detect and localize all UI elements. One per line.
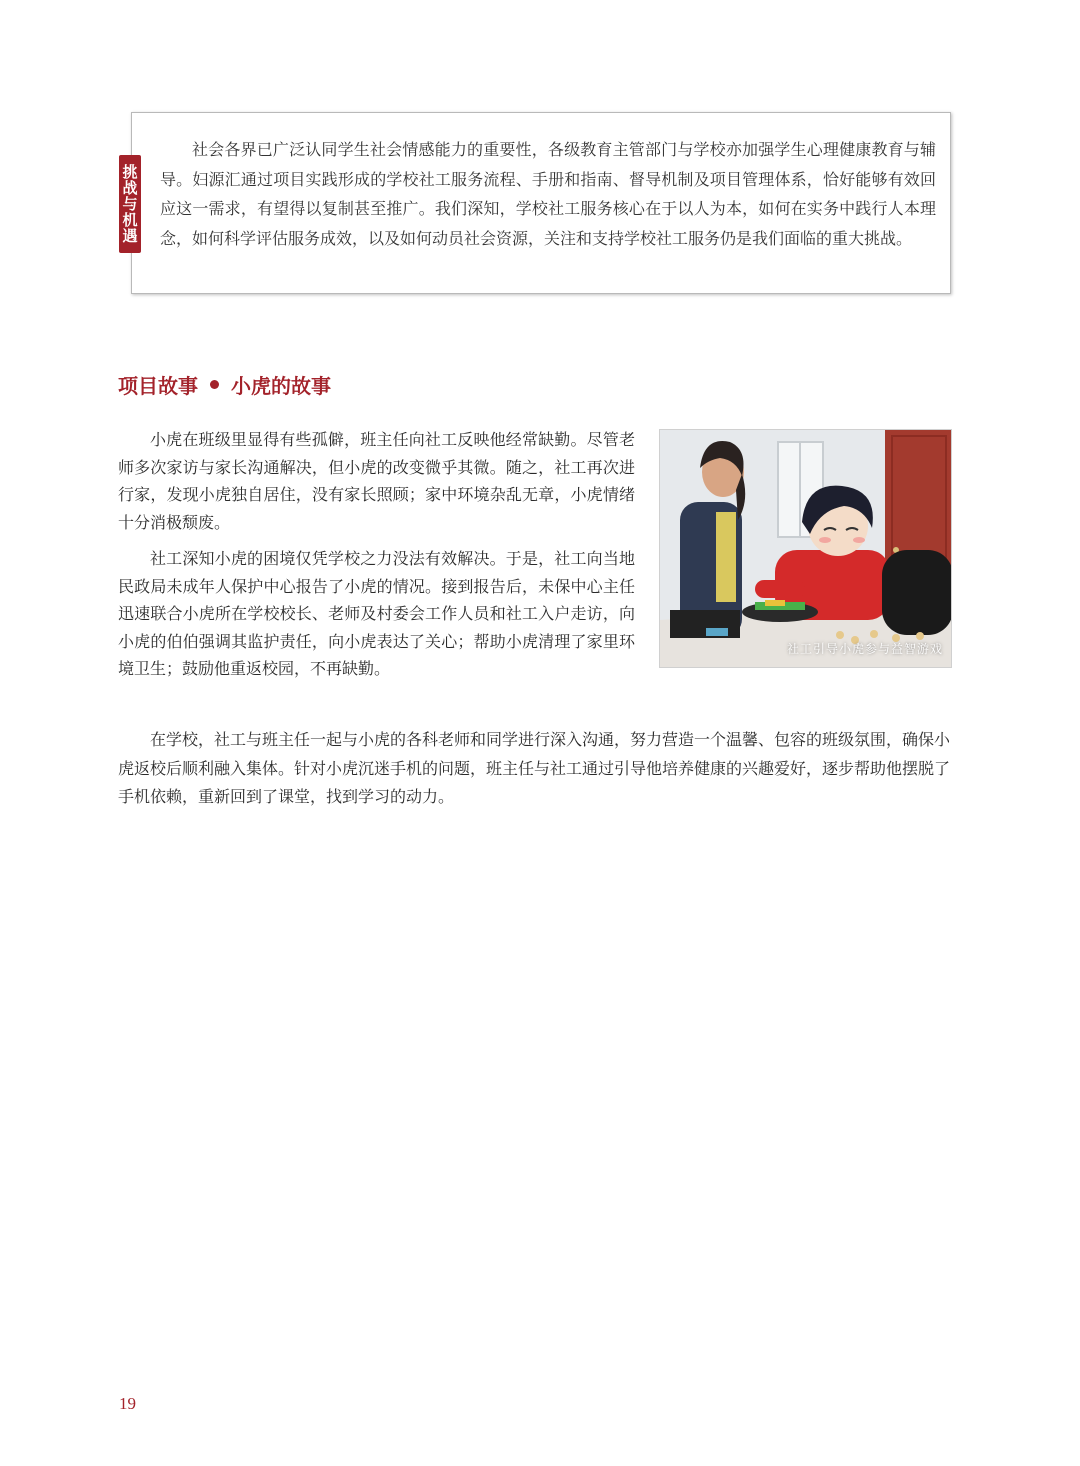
story-column	[118, 426, 635, 692]
photo-illustration	[660, 430, 952, 668]
callout-tag-label: 挑战与机遇	[120, 164, 139, 244]
section-title	[118, 370, 331, 399]
story-wide-column	[118, 726, 950, 812]
challenges-callout-box	[120, 112, 951, 294]
page-number: 19	[119, 1394, 136, 1413]
section-title-left: 项目故事	[118, 374, 198, 398]
story-paragraph-3: 在学校，社工与班主任一起与小虎的各科老师和同学进行深入沟通，努力营造一个温馨、包容的班级氛围，确保小虎返校后顺利融入集体。针对小虎沉迷手机的问题，班主任与社工通过引导他培养健康的兴趣爱好，逐步帮助他摆脱了手机依赖，重新回到了课堂，找到学习的动力。	[118, 730, 951, 806]
story-paragraph-1: 小虎在班级里显得有些孤僻，班主任向社工反映他经常缺勤。尽管老师多次家访与家长沟通解决，但小虎的改变微乎其微。随之，社工再次进行家，发现小虎独自居住，没有家长照顾；家中环境杂乱无章，小虎情绪十分消极颓废。	[118, 430, 635, 532]
callout-tag	[119, 155, 141, 253]
photo-caption: 社工引导小虎参与益智游戏	[786, 642, 943, 656]
bullet-dot-icon	[210, 380, 219, 389]
callout-text: 社会各界已广泛认同学生社会情感能力的重要性，各级教育主管部门与学校亦加强学生心理健康教育与辅导。妇源汇通过项目实践形成的学校社工服务流程、手册和指南、督导机制及项目管理体系，恰好能够有效回应这一需求，有望得以复制甚至推广。我们深知，学校社工服务核心在于以人为本，如何在实务中践行人本理念，如何科学评估服务成效，以及如何动员社会资源，关注和支持学校社工服务仍是我们面临的重大挑战。	[160, 140, 936, 248]
story-photo	[659, 429, 952, 668]
section-title-right: 小虎的故事	[231, 374, 331, 398]
story-paragraph-2: 社工深知小虎的困境仅凭学校之力没法有效解决。于是，社工向当地民政局未成年人保护中心报告了小虎的情况。接到报告后，未保中心主任迅速联合小虎所在学校校长、老师及村委会工作人员和社工入户走访，向小虎的伯伯强调其监护责任，向小虎表达了关心；帮助小虎清理了家里环境卫生；鼓励他重返校园，不再缺勤。	[118, 549, 635, 678]
